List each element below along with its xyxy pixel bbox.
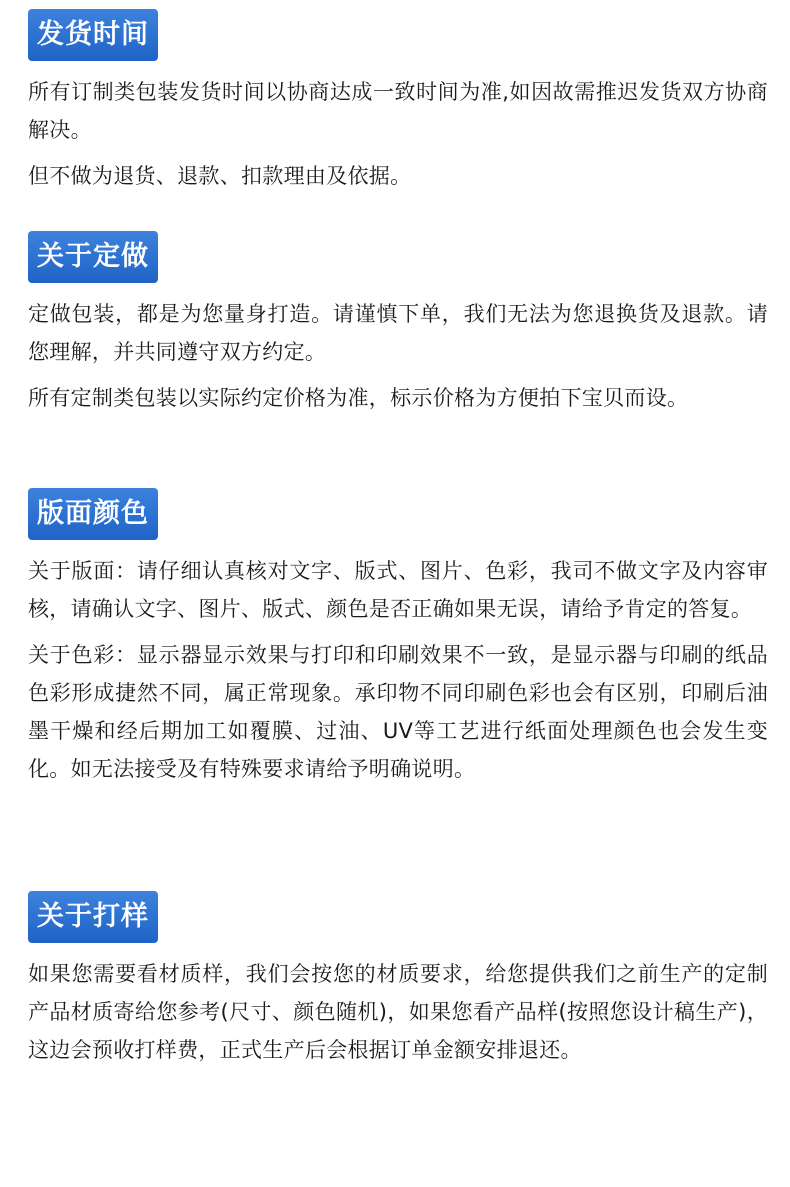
section-paragraph: 但不做为退货、退款、扣款理由及依据。	[28, 164, 412, 188]
section-shipping-time	[28, 9, 768, 195]
section-heading: 关于定做	[28, 231, 158, 283]
section-heading: 发货时间	[28, 9, 158, 61]
section-paragraph: 关于版面：请仔细认真核对文字、版式、图片、色彩，我司不做文字及内容审核，请确认文字、图片、版式、颜色是否正确如果无误，请给予肯定的答复。	[28, 559, 768, 621]
section-sampling	[28, 891, 768, 1069]
section-paragraph: 定做包装，都是为您量身打造。请谨慎下单，我们无法为您退换货及退款。请您理解，并共同遵守双方约定。	[28, 302, 768, 364]
section-heading: 关于打样	[28, 891, 158, 943]
section-layout-color	[28, 488, 768, 788]
section-custom-order	[28, 231, 768, 417]
section-paragraph: 关于色彩：显示器显示效果与打印和印刷效果不一致，是显示器与印刷的纸品色彩形成捷然不同，属正常现象。承印物不同印刷色彩也会有区别，印刷后油墨干燥和经后期加工如覆膜、过油、UV等工艺进行纸面处理颜色也会发生变化。如无法接受及有特殊要求请给予明确说明。	[28, 643, 768, 781]
section-paragraph: 如果您需要看材质样，我们会按您的材质要求，给您提供我们之前生产的定制产品材质寄给您参考(尺寸、颜色随机)，如果您看产品样(按照您设计稿生产)，这边会预收打样费，正式生产后会根据订单金额安排退还。	[28, 962, 768, 1062]
section-paragraph: 所有定制类包装以实际约定价格为准，标示价格为方便拍下宝贝而设。	[28, 386, 689, 410]
section-paragraph: 所有订制类包装发货时间以协商达成一致时间为准,如因故需推迟发货双方协商解决。	[28, 80, 768, 142]
section-heading: 版面颜色	[28, 488, 158, 540]
